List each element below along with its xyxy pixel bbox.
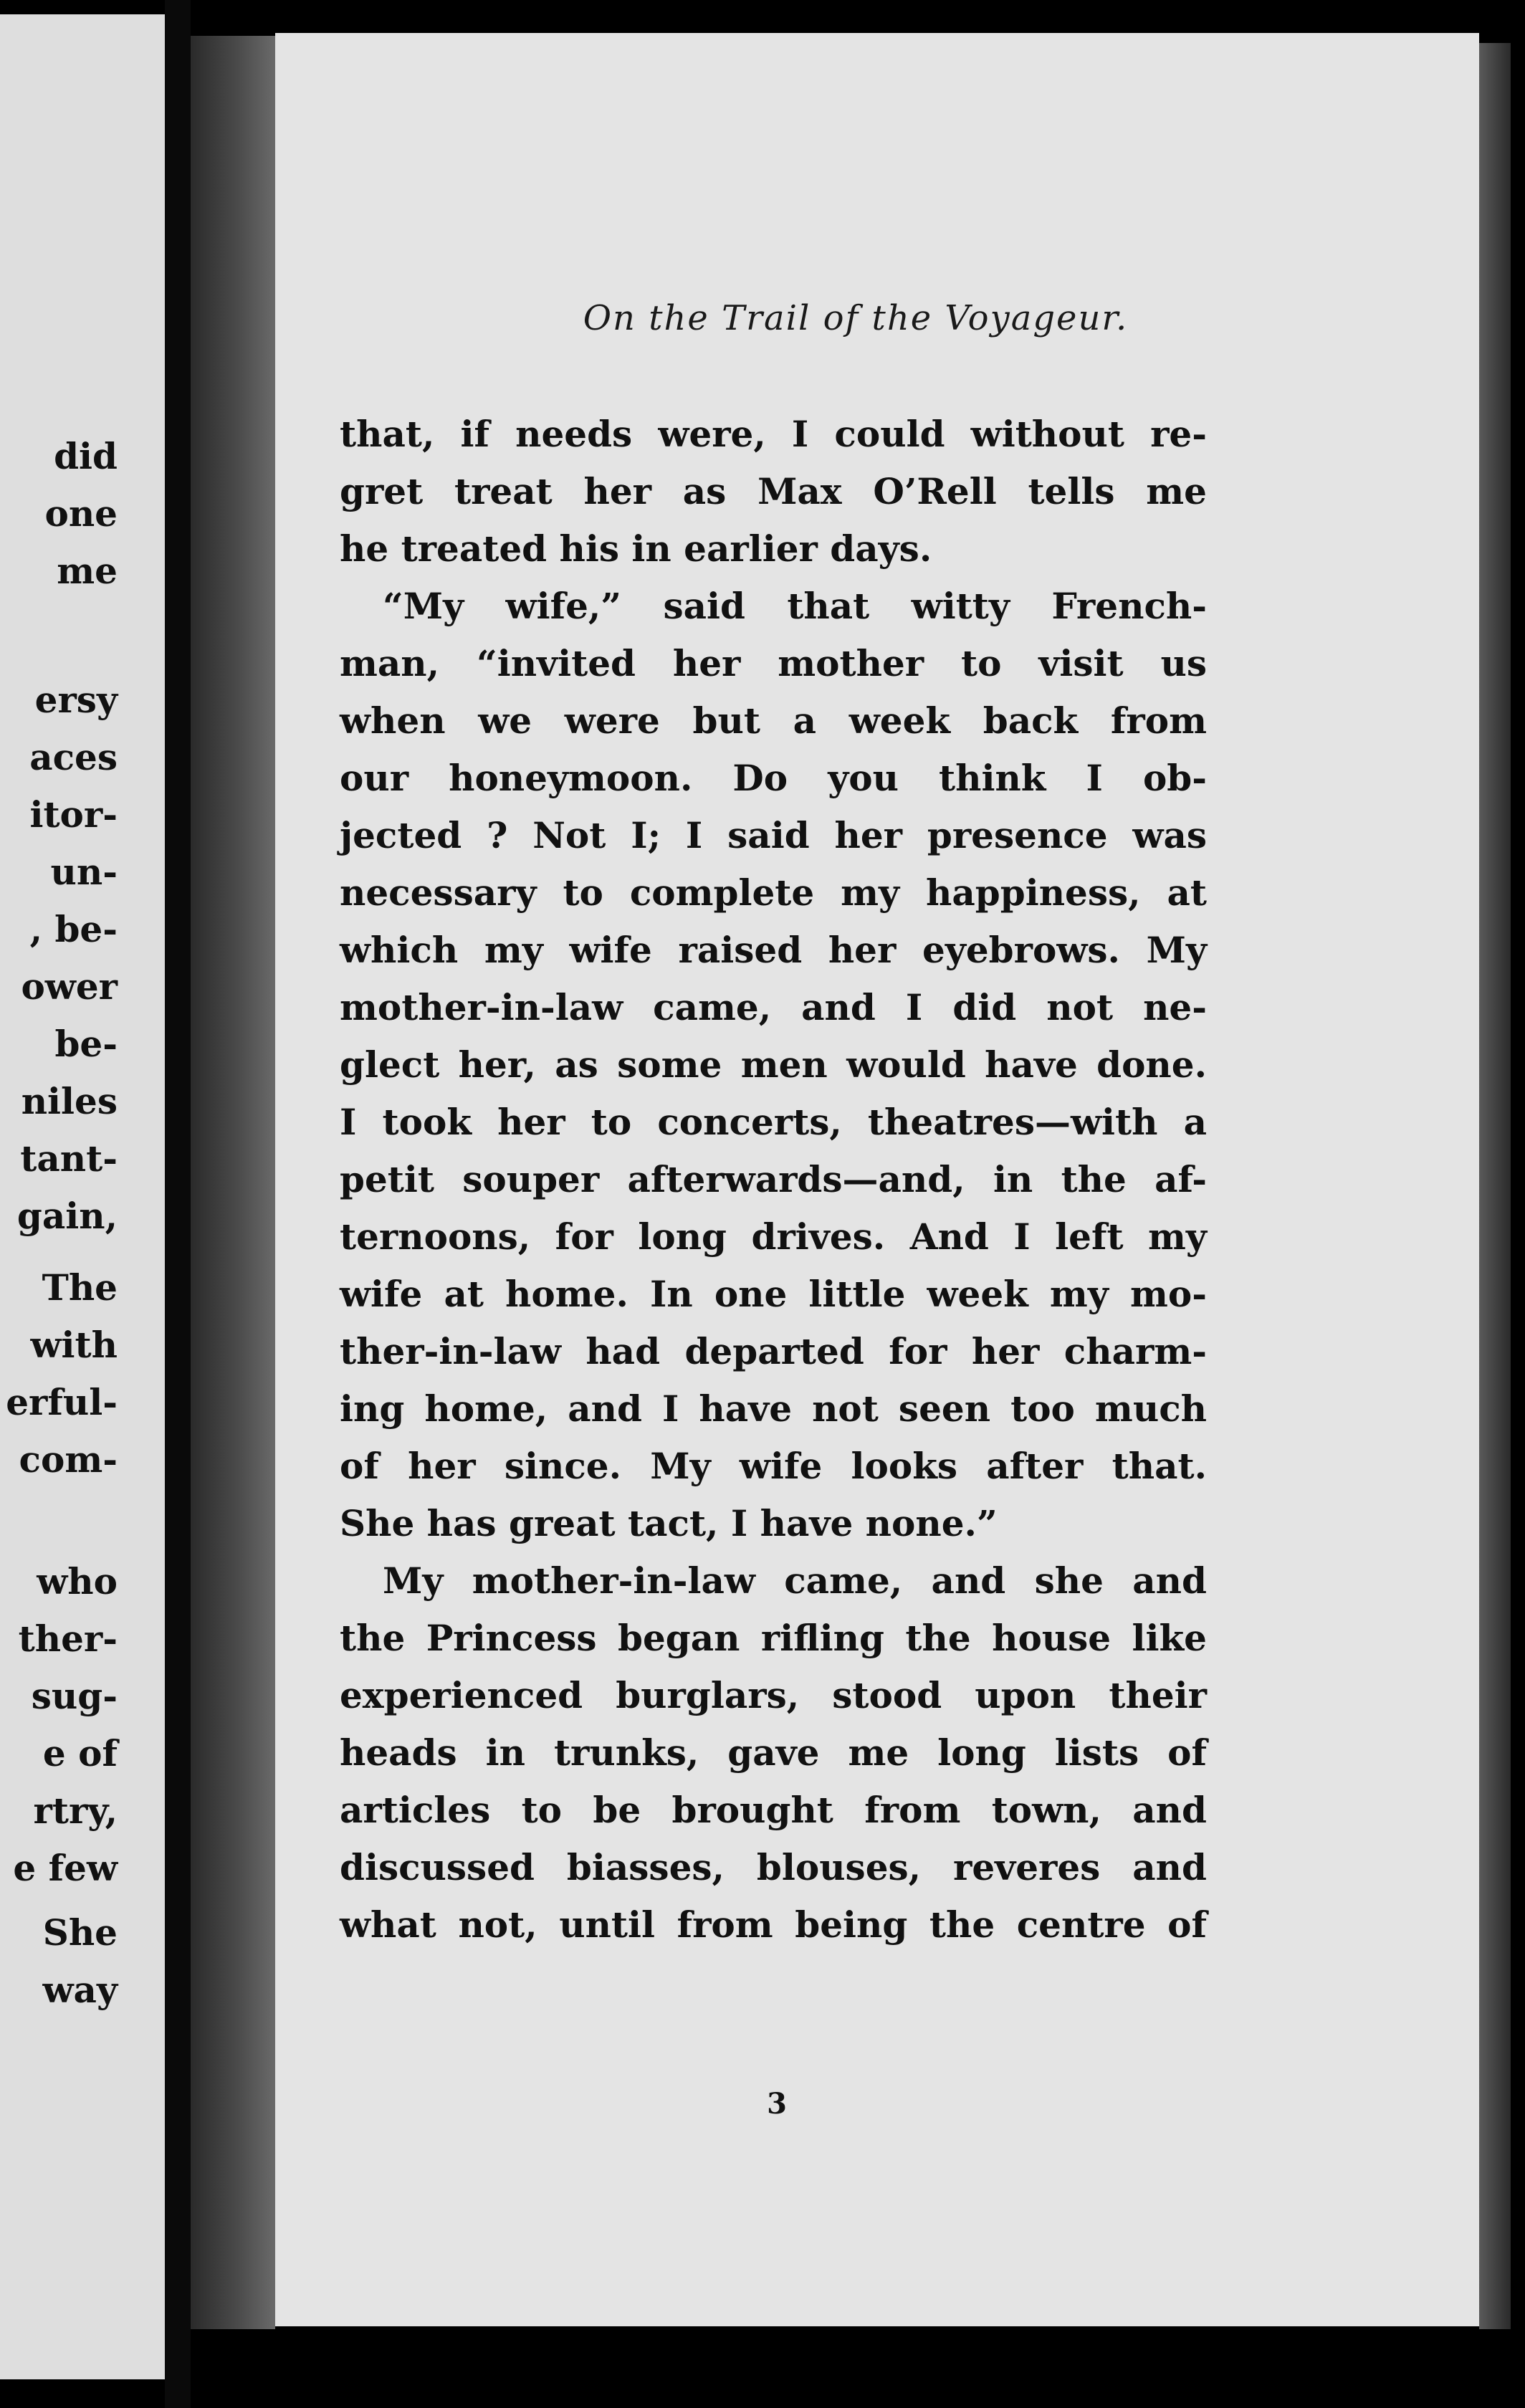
- left-page: [0, 14, 165, 2379]
- text-line: discussed biasses, blouses, reveres and: [340, 1846, 1207, 1888]
- book-spine: [191, 36, 275, 2329]
- text-line: which my wife raised her eyebrows. My: [340, 929, 1207, 971]
- left-page-fragment: with: [30, 1324, 118, 1366]
- left-page-fragment: aces: [29, 736, 118, 778]
- left-page-fragment: itor-: [29, 793, 118, 836]
- gutter-shadow: [165, 0, 191, 2408]
- left-page-fragment: one: [44, 492, 118, 535]
- left-page-fragment: She: [42, 1911, 118, 1954]
- text-line: when we were but a week back from: [340, 699, 1207, 742]
- left-page-fragment: me: [57, 550, 118, 592]
- left-page-fragment: erful-: [6, 1381, 118, 1423]
- text-line: that, if needs were, I could without re-: [340, 413, 1207, 455]
- text-line: the Princess began rifling the house like: [340, 1617, 1207, 1659]
- left-page-fragment: com-: [19, 1438, 118, 1481]
- left-page-fragment: rtry,: [33, 1790, 118, 1832]
- left-page-fragment: e of: [42, 1732, 118, 1774]
- text-line: I took her to concerts, theatres—with a: [340, 1101, 1207, 1143]
- text-line: what not, until from being the centre of: [340, 1903, 1207, 1946]
- text-line: petit souper afterwards—and, in the af-: [340, 1158, 1207, 1200]
- book-page: [275, 33, 1479, 2326]
- text-line: ther-in-law had departed for her charm-: [340, 1330, 1207, 1372]
- text-line: our honeymoon. Do you think I ob-: [340, 757, 1207, 799]
- text-line: “My wife,” said that witty French-: [383, 585, 1207, 627]
- left-page-fragment: tant-: [20, 1137, 118, 1180]
- left-page-fragment: , be-: [29, 908, 118, 950]
- text-line: man, “invited her mother to visit us: [340, 642, 1207, 684]
- page-edge-shadow: [1479, 43, 1511, 2329]
- left-page-fragment: The: [42, 1266, 118, 1309]
- left-page-fragment: sug-: [31, 1675, 118, 1717]
- text-line: gret treat her as Max O’Rell tells me: [340, 470, 1207, 512]
- text-line: mother-in-law came, and I did not ne-: [340, 986, 1207, 1028]
- page-number: 3: [767, 2087, 787, 2121]
- text-line: of her since. My wife looks after that.: [340, 1445, 1207, 1487]
- left-page-fragment: gain,: [16, 1195, 118, 1237]
- text-line: ternoons, for long drives. And I left my: [340, 1215, 1207, 1258]
- text-line: She has great tact, I have none.”: [340, 1502, 998, 1544]
- text-line: necessary to complete my happiness, at: [340, 871, 1207, 914]
- text-line: ing home, and I have not seen too much: [340, 1387, 1207, 1430]
- left-page-fragment: did: [54, 435, 118, 477]
- text-line: glect her, as some men would have done.: [340, 1043, 1207, 1086]
- text-line: My mother-in-law came, and she and: [383, 1559, 1207, 1602]
- left-page-fragment: e few: [13, 1847, 118, 1889]
- left-page-fragment: ersy: [34, 679, 118, 721]
- text-line: articles to be brought from town, and: [340, 1789, 1207, 1831]
- left-page-fragment: be-: [54, 1023, 118, 1065]
- left-page-fragment: who: [37, 1560, 118, 1602]
- running-head: On the Trail of the Voyageur.: [583, 298, 1129, 338]
- left-page-fragment: ther-: [18, 1618, 118, 1660]
- text-line: wife at home. In one little week my mo-: [340, 1273, 1207, 1315]
- text-line: heads in trunks, gave me long lists of: [340, 1731, 1207, 1774]
- text-line: he treated his in earlier days.: [340, 527, 932, 570]
- left-page-fragment: way: [42, 1969, 118, 2011]
- left-page-fragment: un-: [50, 851, 118, 893]
- left-page-fragment: niles: [21, 1080, 118, 1122]
- text-line: experienced burglars, stood upon their: [340, 1674, 1207, 1716]
- text-line: jected ? Not I; I said her presence was: [340, 814, 1207, 856]
- left-page-fragment: ower: [21, 965, 118, 1008]
